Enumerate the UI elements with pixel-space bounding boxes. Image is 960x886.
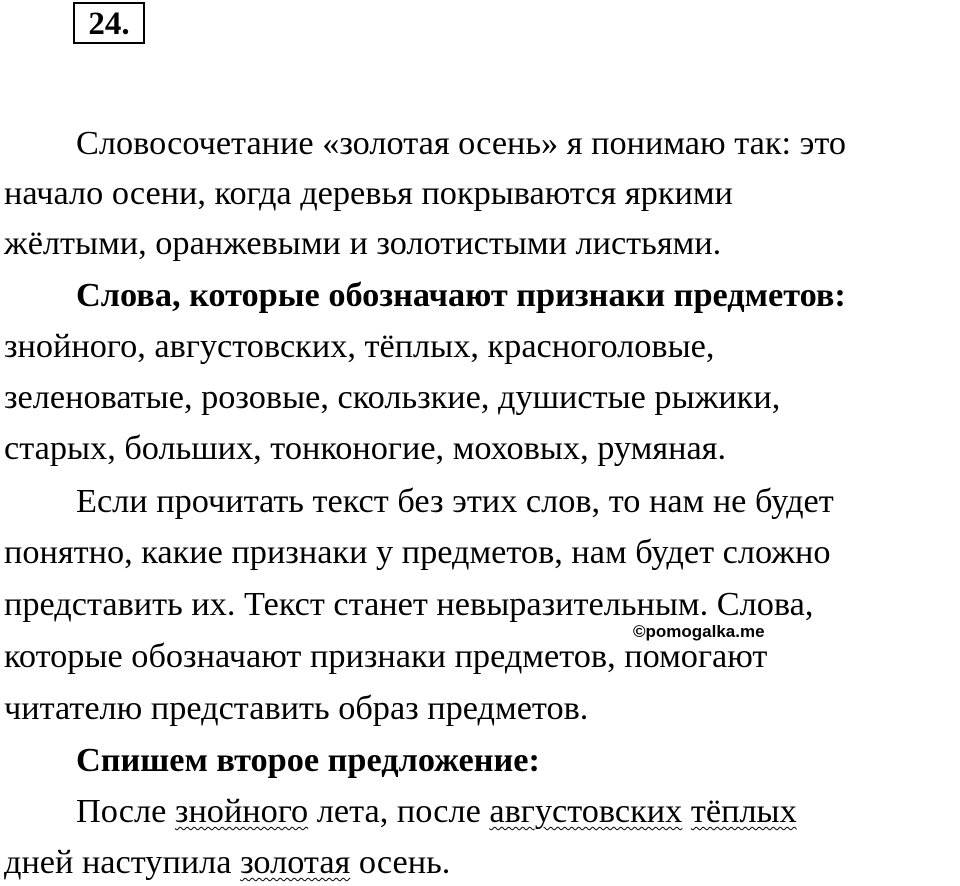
paragraph-2-line-2: понятно, какие признаки у предметов, нам будет сложно: [4, 533, 831, 571]
paragraph-1-line-1: Словосочетание «золотая осень» я понимаю так: это: [76, 124, 847, 162]
watermark: ©pomogalka.me: [633, 622, 765, 641]
paragraph-2-line-1: Если прочитать текст без этих слов, то нам не будет: [76, 482, 834, 520]
paragraph-2-line-5: читателю представить образ предметов.: [4, 689, 589, 727]
paragraph-2-line-4: которые обозначают признаки предметов, помогают: [4, 637, 768, 675]
words-list-line-2: зеленоватые, розовые, скользкие, душистые рыжики,: [4, 378, 781, 416]
sentence-text: [682, 792, 691, 830]
underlined-word: знойного: [174, 792, 309, 830]
paragraph-1-line-3: жёлтыми, оранжевыми и золотистыми листьями.: [4, 224, 722, 262]
heading-words: Слова, которые обозначают признаки предметов:: [76, 276, 846, 314]
sentence-line-1: [76, 791, 797, 835]
task-number: 24.: [73, 2, 145, 44]
paragraph-2-line-3: представить их. Текст станет невыразительным. Слова,: [4, 585, 814, 623]
sentence-text: дней наступила: [4, 843, 241, 881]
underlined-word: тёплых: [690, 792, 797, 830]
paragraph-1-line-2: начало осени, когда деревья покрываются яркими: [4, 174, 733, 212]
words-list-line-1: знойного, августовских, тёплых, красноголовые,: [4, 327, 715, 365]
underlined-word: золотая: [240, 843, 351, 881]
sentence-text: осень.: [350, 843, 451, 881]
sentence-line-2: [4, 842, 450, 886]
underlined-word: августовских: [489, 792, 683, 830]
sentence-text: лета, после: [308, 792, 490, 830]
heading-copy: Спишем второе предложение:: [76, 741, 540, 779]
words-list-line-3: старых, больших, тонконогие, моховых, румяная.: [4, 429, 727, 467]
sentence-text: После: [76, 792, 175, 830]
